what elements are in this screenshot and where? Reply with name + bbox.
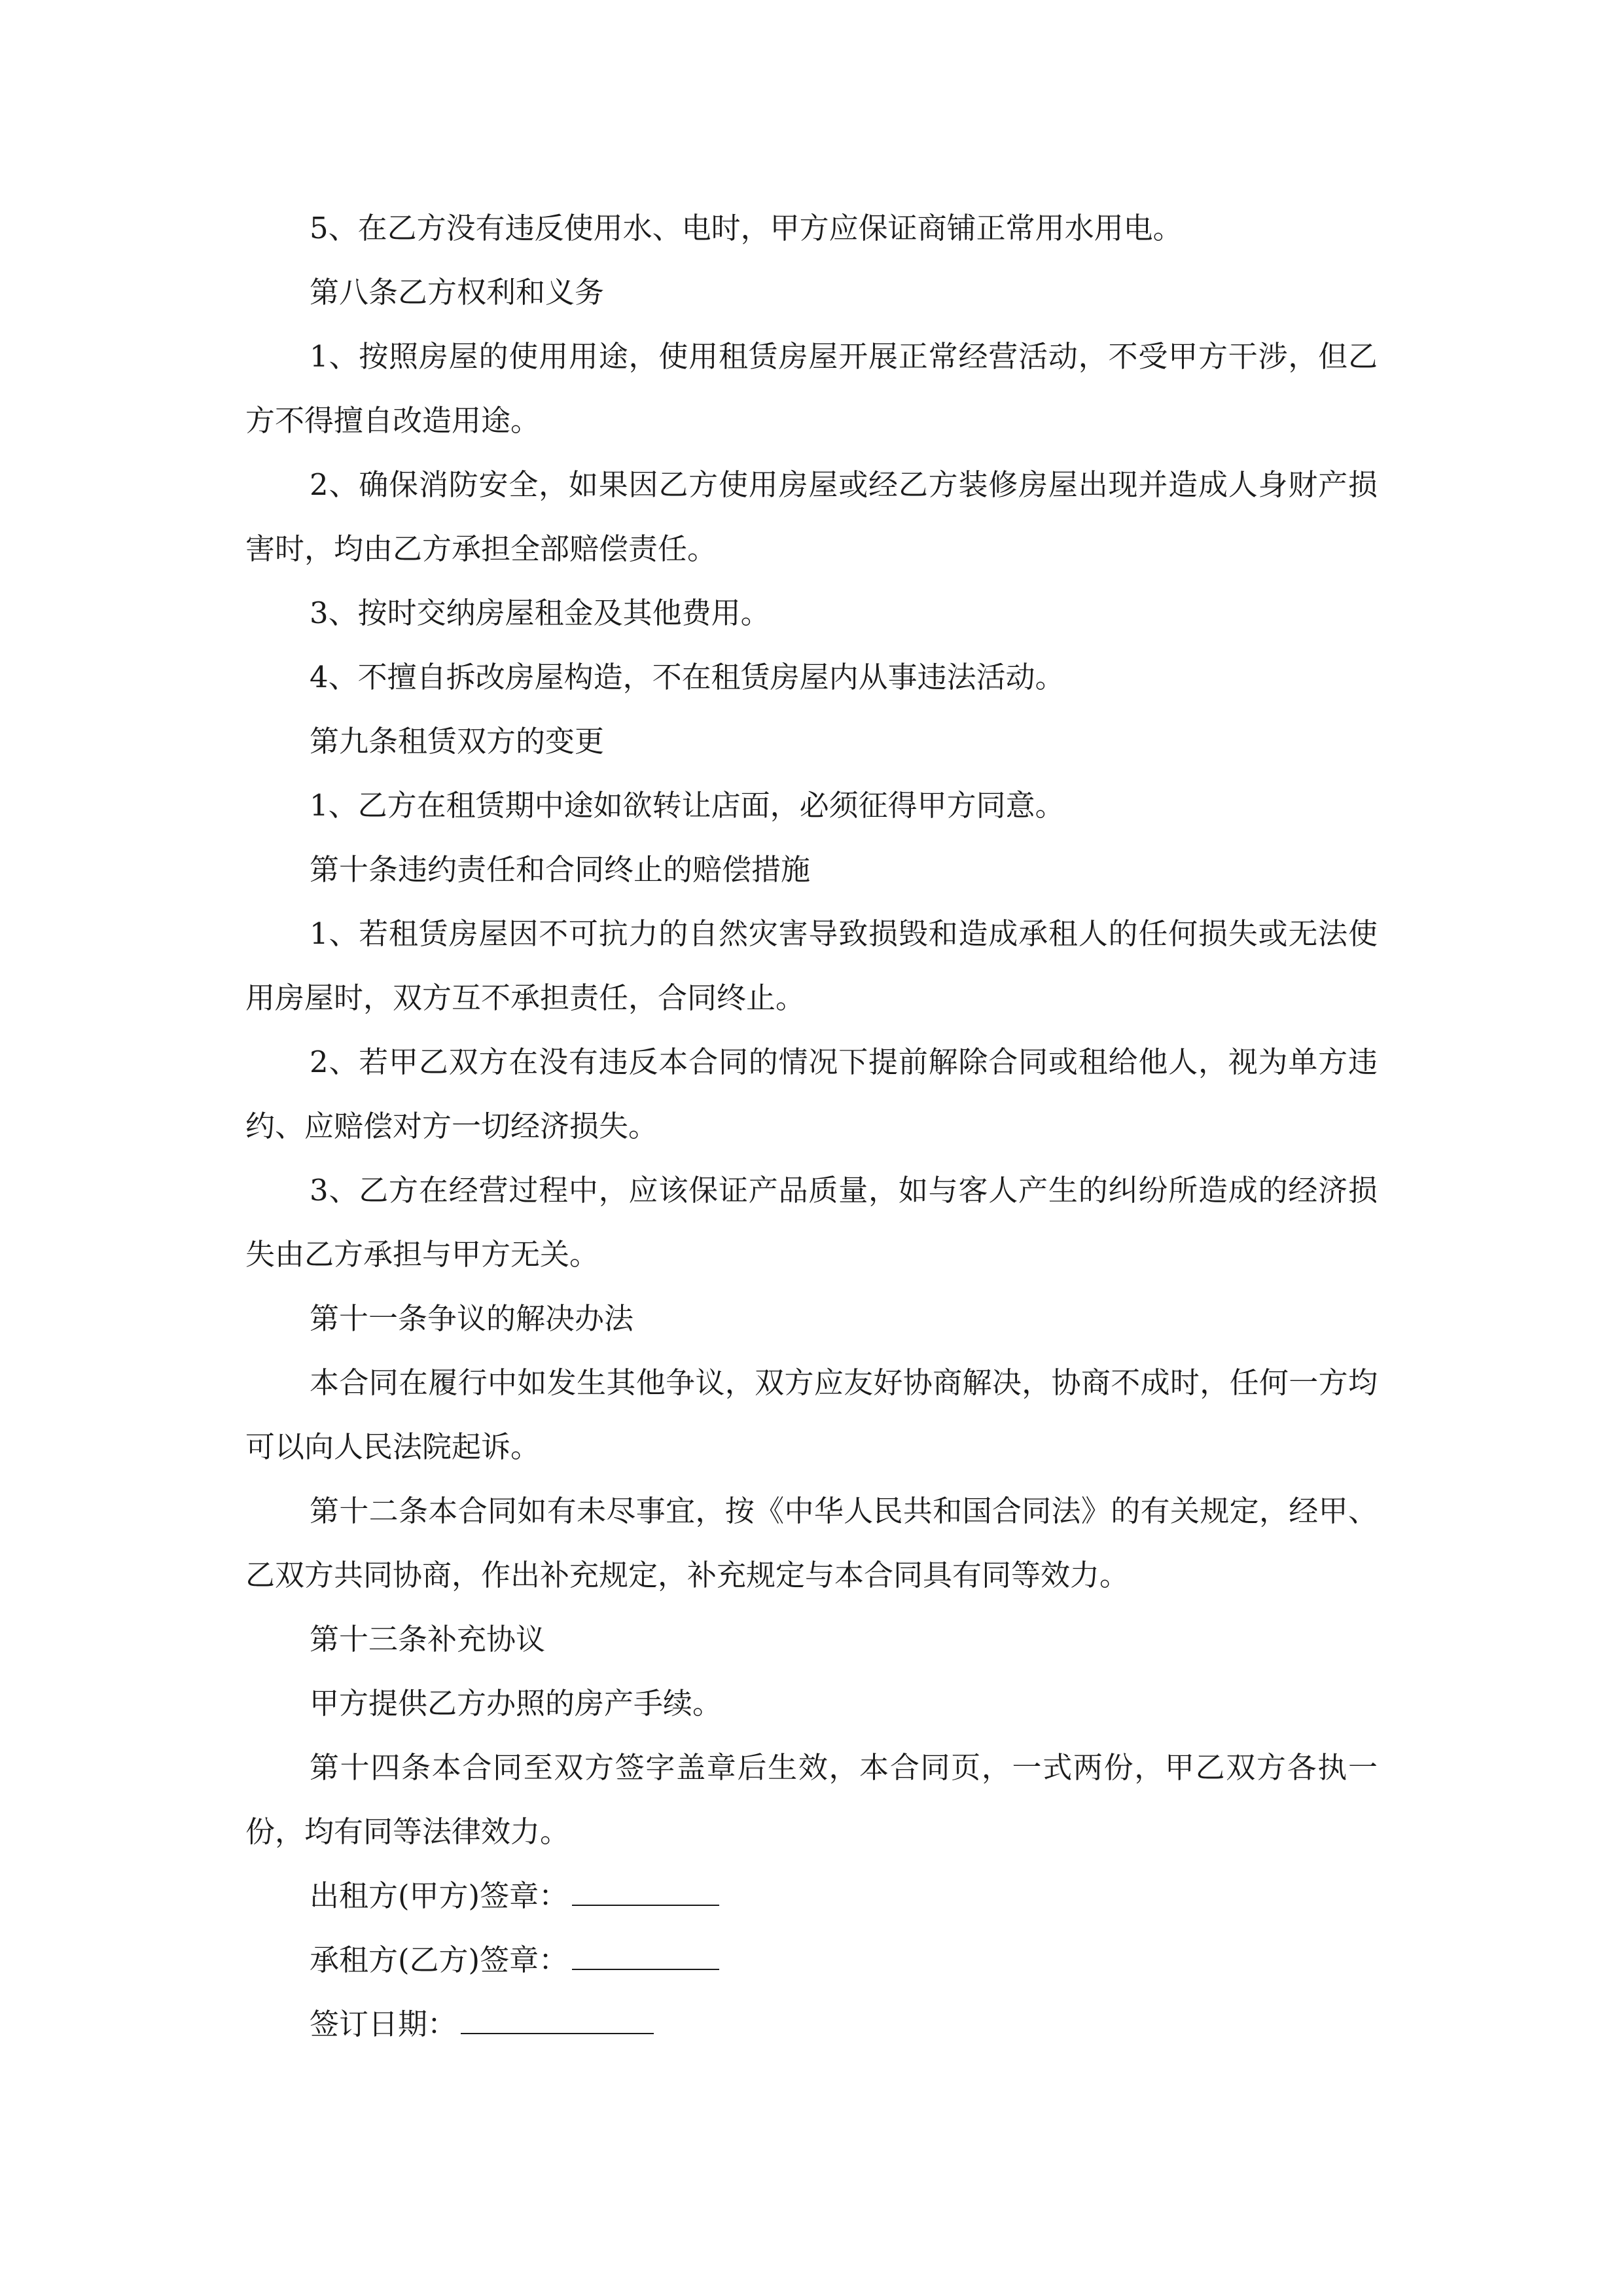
paragraph: 1、若租赁房屋因不可抗力的自然灾害导致损毁和造成承租人的任何损失或无法使用房屋时，双方互不承担责任，合同终止。 [245, 916, 1378, 1015]
paragraph: 本合同在履行中如发生其他争议，双方应友好协商解决，协商不成时，任何一方均可以向人民法院起诉。 [245, 1365, 1378, 1464]
lessor-signature-line [245, 1864, 1378, 1928]
paragraph: 5、在乙方没有违反使用水、电时，甲方应保证商铺正常用水用电。 [310, 211, 1183, 245]
paragraph: 1、按照房屋的使用用途，使用租赁房屋开展正常经营活动，不受甲方干涉，但乙方不得擅自改造用途。 [245, 339, 1378, 438]
paragraph: 3、按时交纳房屋租金及其他费用。 [310, 596, 770, 630]
paragraph: 甲方提供乙方办照的房产手续。 [310, 1686, 722, 1721]
paragraph: 4、不擅自拆改房屋构造，不在租赁房屋内从事违法活动。 [310, 660, 1065, 694]
paragraph: 第十二条本合同如有未尽事宜，按《中华人民共和国合同法》的有关规定，经甲、乙双方共同协商，作出补充规定，补充规定与本合同具有同等效力。 [245, 1494, 1378, 1592]
section-heading: 第十三条补充协议 [310, 1622, 546, 1657]
lessor-signature-blank[interactable] [572, 1874, 719, 1906]
document-body [245, 196, 1378, 2056]
lessor-signature-label: 出租方(甲方)签章： [310, 1878, 569, 1913]
section-heading: 第八条乙方权利和义务 [310, 275, 605, 310]
signing-date-line [245, 1992, 1378, 2056]
signing-date-label: 签订日期： [310, 2007, 457, 2041]
signing-date-blank[interactable] [461, 2003, 654, 2034]
section-heading: 第九条租赁双方的变更 [310, 724, 605, 759]
section-heading: 第十条违约责任和合同终止的赔偿措施 [310, 852, 811, 887]
paragraph: 2、确保消防安全，如果因乙方使用房屋或经乙方装修房屋出现并造成人身财产损害时，均由乙方承担全部赔偿责任。 [245, 467, 1378, 566]
paragraph: 第十四条本合同至双方签字盖章后生效，本合同页，一式两份，甲乙双方各执一份，均有同等法律效力。 [245, 1750, 1378, 1849]
lessee-signature-label: 承租方(乙方)签章： [310, 1943, 569, 1977]
section-heading: 第十一条争议的解决办法 [310, 1301, 634, 1336]
paragraph: 1、乙方在租赁期中途如欲转让店面，必须征得甲方同意。 [310, 788, 1065, 823]
paragraph: 2、若甲乙双方在没有违反本合同的情况下提前解除合同或租给他人，视为单方违约、应赔偿对方一切经济损失。 [245, 1045, 1378, 1143]
lessee-signature-blank[interactable] [572, 1939, 719, 1970]
paragraph: 3、乙方在经营过程中，应该保证产品质量，如与客人产生的纠纷所造成的经济损失由乙方承担与甲方无关。 [245, 1173, 1378, 1272]
lessee-signature-line [245, 1928, 1378, 1992]
